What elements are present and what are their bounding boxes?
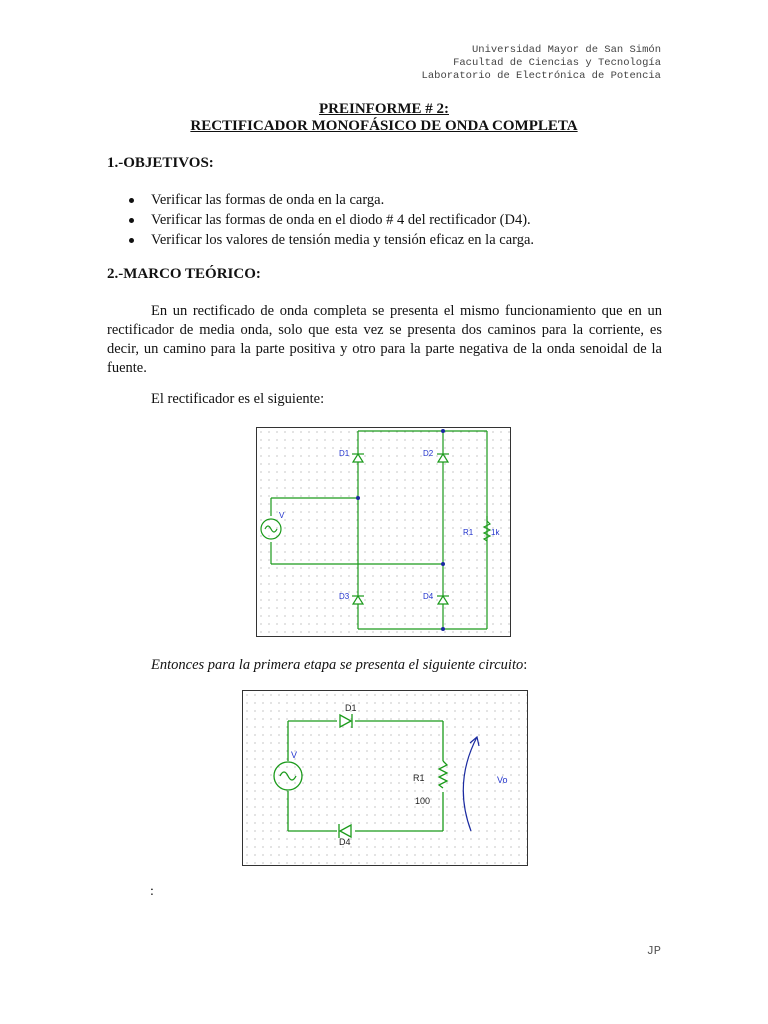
label-resistor-value: 100	[415, 796, 431, 806]
label-d1: D1	[345, 703, 357, 713]
trailing-colon: :	[150, 884, 154, 899]
list-item: Verificar las formas de onda en la carga.	[107, 190, 534, 210]
figure2-intro-text: Entonces para la primera etapa se presenta el siguiente circuito	[151, 657, 524, 673]
section-heading-theory: 2.-MARCO TEÓRICO:	[107, 266, 261, 282]
label-d1: D1	[339, 449, 350, 458]
label-source: V	[279, 511, 285, 520]
label-resistor-value: 1k	[491, 528, 500, 537]
label-d3: D3	[339, 592, 350, 601]
objectives-list	[107, 190, 534, 250]
document-title	[0, 101, 768, 135]
title-line-1: PREINFORME # 2:	[319, 101, 449, 117]
institution-header	[422, 44, 661, 83]
section-heading-objectives: 1.-OBJETIVOS:	[107, 155, 214, 171]
header-faculty: Facultad de Ciencias y Tecnología	[453, 57, 661, 69]
bridge-rectifier-schematic	[256, 427, 511, 637]
theory-paragraph-text: En un rectificado de onda completa se presenta el mismo funcionamiento que en un rectificador de media onda, solo que esta vez se presenta dos caminos para la corriente, es decir, un camino para la parte positiva y otro para la parte negativa de la onda senoidal de la fuente.	[107, 303, 662, 376]
footer-initials: JP	[646, 944, 661, 958]
figure2-intro-colon: :	[523, 657, 528, 673]
label-output: Vo	[497, 775, 508, 785]
header-university: Universidad Mayor de San Simón	[471, 44, 661, 56]
label-d4: D4	[423, 592, 434, 601]
list-item: Verificar los valores de tensión media y tensión eficaz en la carga.	[107, 230, 534, 250]
label-d2: D2	[423, 449, 434, 458]
label-resistor: R1	[463, 528, 474, 537]
header-laboratory: Laboratorio de Electrónica de Potencia	[421, 70, 661, 82]
figure1-intro: El rectificador es el siguiente:	[151, 391, 325, 407]
figure2-intro	[151, 657, 527, 674]
first-stage-schematic	[242, 690, 528, 866]
label-resistor: R1	[413, 773, 425, 783]
list-item: Verificar las formas de onda en el diodo # 4 del rectificador (D4).	[107, 210, 534, 230]
label-source: V	[291, 750, 298, 760]
title-line-2: RECTIFICADOR MONOFÁSICO DE ONDA COMPLETA	[190, 118, 578, 134]
label-d4: D4	[339, 837, 351, 847]
theory-paragraph	[107, 302, 662, 378]
